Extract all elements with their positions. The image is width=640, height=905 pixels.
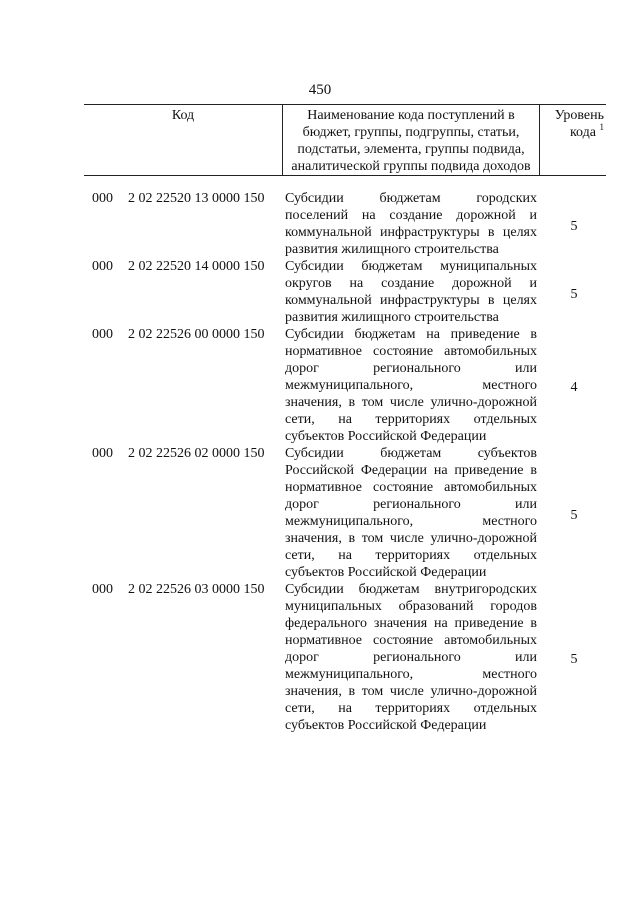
header-level [540,105,606,175]
description-line: сети, на территориях отдельных [285,701,537,716]
description-line: Субсидии бюджетам городских [285,191,537,206]
footnote-marker: 1 [599,122,604,132]
description-line: значения, в том числе улично-дорожной [285,531,537,546]
description-line: Субсидии бюджетам муниципальных [285,259,537,274]
admin-code: 000 [92,327,113,342]
description-line: поселений на создание дорожной и [285,208,537,223]
description-line: межмуниципального, местного [285,514,537,529]
description-line: округов на создание дорожной и [285,276,537,291]
admin-code: 000 [92,446,113,461]
header-name-line: бюджет, группы, подгруппы, статьи, [302,125,520,140]
description-line: дорог регионального или [285,497,537,512]
admin-code: 000 [92,259,113,274]
header-level-kod: кода [569,125,596,140]
description-line: значения, в том числе улично-дорожной [285,395,537,410]
header-name-line: Наименование кода поступлений в [307,108,515,123]
description-line: муниципальных образований городов [285,599,537,614]
description-line: федерального значения на приведение в [285,616,537,631]
description-line: коммунальной инфраструктуры в целях [285,225,537,240]
revenue-code: 2 02 22526 00 0000 150 [128,327,265,342]
header-level-line1: Уровень [554,108,604,123]
description-line: сети, на территориях отдельных [285,548,537,563]
description-line: нормативное состояние автомобильных [285,480,537,495]
description-line: развития жилищного строительства [285,242,499,257]
code-level: 5 [570,219,578,234]
revenue-code: 2 02 22520 13 0000 150 [128,191,265,206]
description-line: нормативное состояние автомобильных [285,344,537,359]
description-line: сети, на территориях отдельных [285,412,537,427]
header-name-line: подстатьи, элемента, группы подвида, [297,142,525,157]
description-line: Субсидии бюджетам внутригородских [285,582,537,597]
revenue-description [285,445,537,581]
revenue-code: 2 02 22526 03 0000 150 [128,582,265,597]
code-level: 4 [570,380,578,395]
page-number: 450 [308,82,332,98]
description-line: субъектов Российской Федерации [285,565,487,580]
code-level: 5 [570,508,578,523]
header-code-label: Код [171,108,195,123]
revenue-code: 2 02 22520 14 0000 150 [128,259,265,274]
revenue-description [285,190,537,258]
code-level: 5 [570,652,578,667]
description-line: субъектов Российской Федерации [285,429,487,444]
header-level-line2 [540,124,606,141]
description-line: Российской Федерации на приведение в [285,463,537,478]
description-line: межмуниципального, местного [285,667,537,682]
revenue-description [285,258,537,326]
revenue-code: 2 02 22526 02 0000 150 [128,446,265,461]
description-line: нормативное состояние автомобильных [285,633,537,648]
header-name [282,105,540,175]
header-name-line: аналитической группы подвида доходов [291,159,531,174]
description-line: Субсидии бюджетам на приведение в [285,327,537,342]
code-level: 5 [570,287,578,302]
header-code [84,105,282,175]
description-line: развития жилищного строительства [285,310,499,325]
description-line: дорог регионального или [285,650,537,665]
admin-code: 000 [92,191,113,206]
admin-code: 000 [92,582,113,597]
revenue-description [285,326,537,445]
description-line: дорог регионального или [285,361,537,376]
description-line: коммунальной инфраструктуры в целях [285,293,537,308]
description-line: значения, в том числе улично-дорожной [285,684,537,699]
description-line: межмуниципального, местного [285,378,537,393]
table-header [84,104,606,176]
revenue-description [285,581,537,734]
description-line: субъектов Российской Федерации [285,718,487,733]
description-line: Субсидии бюджетам субъектов [285,446,537,461]
